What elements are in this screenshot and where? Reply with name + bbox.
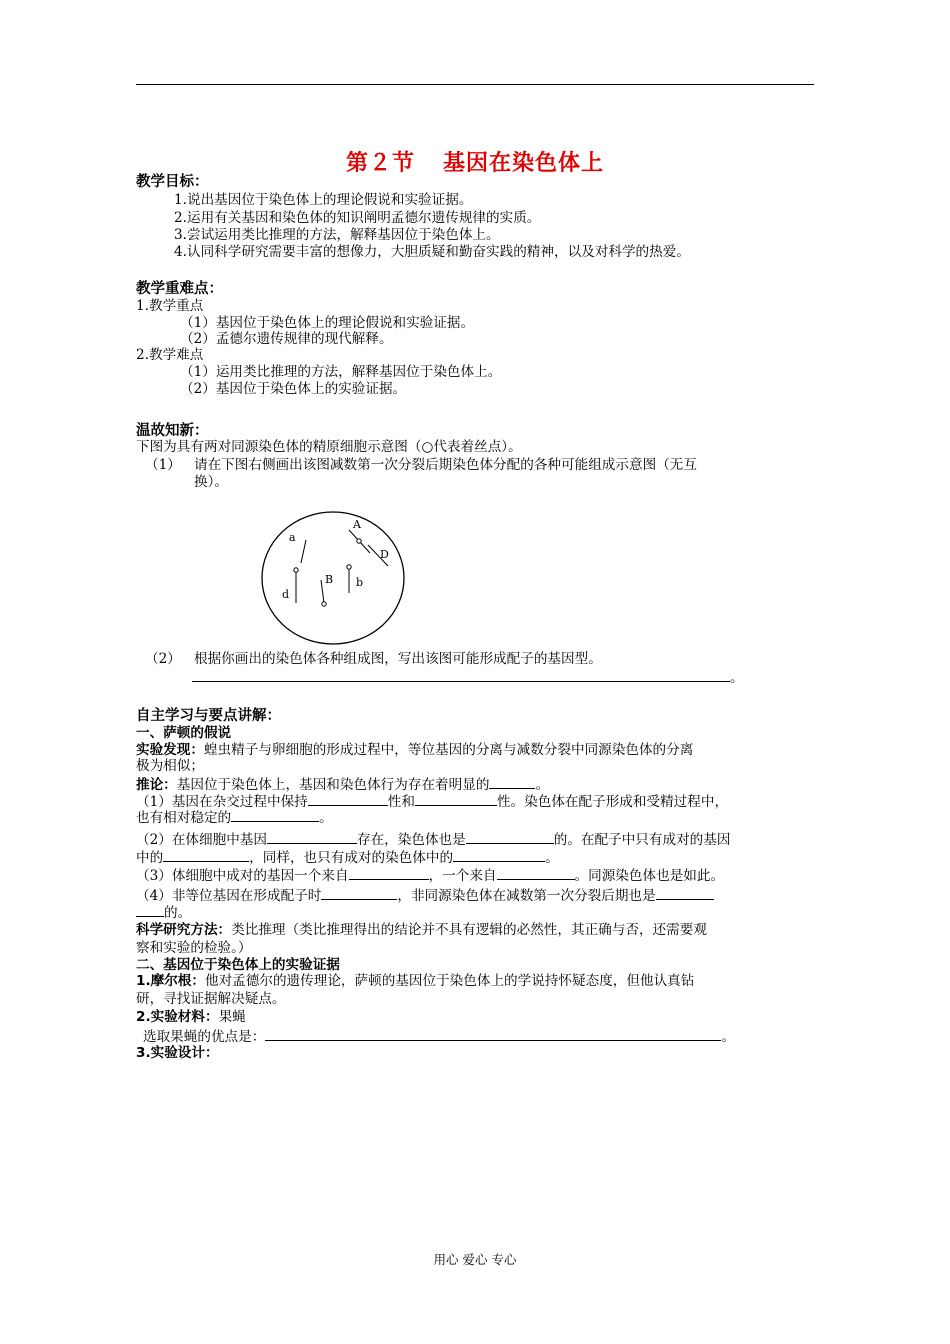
centromere (347, 565, 351, 569)
inference-line: 推论：基因位于染色体上，基因和染色体行为存在着明显的 。 (136, 777, 550, 793)
point-3-line: （3）体细胞中成对的基因一个来自 ，一个来自 。同源染色体也是如此。 (136, 868, 725, 884)
fill-blank[interactable] (656, 886, 714, 900)
header-rule (136, 84, 814, 85)
study-heading: 自主学习与要点讲解： (136, 708, 281, 724)
fill-blank[interactable] (415, 792, 497, 806)
question-2-number: （2） (145, 651, 181, 667)
review-intro: 下图为具有两对同源染色体的精原细胞示意图（○代表着丝点）。 (136, 439, 522, 455)
fill-blank[interactable] (163, 848, 249, 862)
point-4-line: （4）非等位基因在形成配子时 ，非同源染色体在减数第一次分裂后期也是 (136, 886, 714, 904)
advantage-line: 选取果蝇的优点是： 。 (143, 1029, 735, 1045)
objective-item: 3.尝试运用类比推理的方法，解释基因位于染色体上。 (174, 227, 500, 243)
fill-blank[interactable] (466, 830, 554, 844)
gene-label-B: B (325, 573, 334, 586)
gene-label-d: d (282, 588, 290, 601)
point-4-line-cont: 的。 (136, 903, 191, 921)
point-1-line: （1）基因在杂交过程中保持 性和 性。染色体在配子形成和受精过程中， (136, 794, 729, 810)
question-1-number: （1） (145, 457, 181, 473)
chromosome-a (301, 540, 306, 563)
chromosome-B (321, 580, 324, 603)
focus-label: 1.教学重点 (136, 298, 204, 314)
fill-blank[interactable] (349, 866, 429, 880)
material-line: 2.实验材料：果蝇 (136, 1009, 246, 1025)
fill-blank[interactable] (489, 775, 535, 789)
centromere (322, 602, 326, 606)
point-1-line-cont: 也有相对稳定的 。 (136, 810, 333, 826)
answer-blank[interactable] (192, 668, 730, 682)
objective-item: 1.说出基因位于染色体上的理论假说和实验证据。 (174, 192, 473, 208)
fill-blank[interactable] (321, 886, 397, 900)
fill-blank[interactable] (453, 848, 545, 862)
centromere (357, 539, 361, 543)
difficulty-item: （1）运用类比推理的方法，解释基因位于染色体上。 (180, 364, 502, 380)
gene-label-b: b (356, 576, 364, 589)
objective-item: 4.认同科学研究需要丰富的想像力，大胆质疑和勤奋实践的精神，以及对科学的热爱。 (174, 244, 690, 260)
gene-label-A: A (353, 518, 361, 531)
discovery-line: 实验发现：蝗虫精子与卵细胞的形成过程中，等位基因的分离与减数分裂中同源染色体的分离 (136, 742, 694, 758)
difficulty-label: 2.教学难点 (136, 347, 204, 363)
gene-label-a: a (289, 531, 296, 544)
title-section: 第２节 (345, 151, 415, 176)
question-2-answer-line: 。 (192, 668, 744, 686)
question-1-text: 请在下图右侧画出该图减数第一次分裂后期染色体分配的各种可能组成示意图（无互 (194, 457, 697, 473)
difficulty-item: （2）基因位于染色体上的实验证据。 (180, 381, 407, 397)
review-heading: 温故知新： (136, 423, 209, 439)
page-title (0, 146, 950, 177)
part-1-heading: 一、萨顿的假说 (136, 725, 232, 741)
fill-blank[interactable] (497, 866, 575, 880)
method-line-cont: 察和实验的检验。） (136, 940, 252, 956)
part-2-heading: 二、基因位于染色体上的实验证据 (136, 957, 340, 973)
question-2-text: 根据你画出的染色体各种组成图，写出该图可能形成配子的基因型。 (194, 651, 602, 667)
morgan-line-cont: 研，寻找证据解决疑点。 (136, 991, 286, 1007)
method-line: 科学研究方法：类比推理（类比推理得出的结论并不具有逻辑的必然性，其正确与否，还需要观 (136, 922, 707, 938)
page-footer: 用心 爱心 专心 (433, 1252, 517, 1267)
centromere (294, 568, 298, 572)
keypoints-heading: 教学重难点： (136, 281, 223, 297)
question-1-text-cont: 换）。 (194, 474, 228, 490)
point-2-line-cont: 中的 ，同样，也只有成对的染色体中的 。 (136, 850, 559, 866)
fill-blank[interactable] (231, 808, 319, 822)
focus-item: （1）基因位于染色体上的理论假说和实验证据。 (180, 315, 475, 331)
fill-blank[interactable] (136, 903, 164, 917)
focus-item: （2）孟德尔遗传规律的现代解释。 (180, 331, 393, 347)
fill-blank[interactable] (267, 830, 357, 844)
morgan-line: 1.摩尔根：他对孟德尔的遗传理论，萨顿的基因位于染色体上的学说持怀疑态度，但他认真钻 (136, 973, 695, 989)
point-2-line: （2）在体细胞中基因 存在，染色体也是 的。在配子中只有成对的基因 (136, 832, 731, 848)
gene-label-D: D (380, 548, 389, 561)
discovery-line-cont: 极为相似； (136, 758, 204, 774)
title-topic: 基因在染色体上 (443, 151, 605, 176)
objective-item: 2.运用有关基因和染色体的知识阐明孟德尔遗传规律的实质。 (174, 210, 541, 226)
objectives-heading: 教学目标： (136, 174, 209, 190)
design-label: 3.实验设计： (136, 1045, 219, 1061)
fill-blank[interactable] (265, 1027, 721, 1041)
cell-diagram (258, 508, 410, 648)
fill-blank[interactable] (308, 792, 388, 806)
